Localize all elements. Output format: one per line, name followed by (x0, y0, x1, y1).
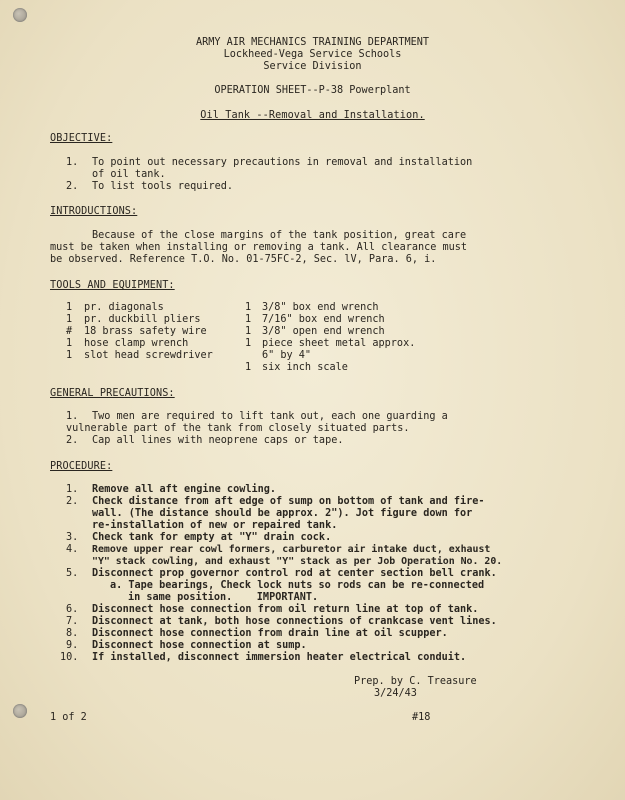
tool-qty: 1 (245, 362, 252, 373)
tool-item: 3/8" open end wrench (262, 326, 385, 337)
tool-item: 18 brass safety wire (84, 326, 207, 337)
prepared-by: Prep. by C. Treasure (354, 676, 477, 687)
department-title: ARMY AIR MECHANICS TRAINING DEPARTMENT (195, 37, 430, 48)
subject-title: Oil Tank --Removal and Installation. (200, 110, 425, 121)
precaution-num: 2. (66, 435, 79, 446)
tool-item: pr. diagonals (84, 302, 164, 313)
precautions-heading: GENERAL PRECAUTIONS: (50, 388, 175, 399)
procedure-line: Check tank for empty at "Y" drain cock. (92, 532, 332, 543)
procedure-num: 4. (66, 544, 79, 555)
tool-qty: 1 (245, 326, 252, 337)
procedure-num: 7. (66, 616, 79, 627)
tool-item: piece sheet metal approx. (262, 338, 416, 349)
intro-line: be observed. Reference T.O. No. 01-75FC-2, Sec. lV, Para. 6, i. (50, 254, 437, 265)
tool-item: 3/8" box end wrench (262, 302, 379, 313)
procedure-num: 10. (60, 652, 79, 663)
introductions-heading: INTRODUCTIONS: (50, 206, 138, 217)
procedure-heading: PROCEDURE: (50, 461, 113, 472)
procedure-num: 9. (66, 640, 79, 651)
tool-item: pr. duckbill pliers (84, 314, 201, 325)
procedure-num: 2. (66, 496, 79, 507)
tool-qty: 1 (66, 302, 73, 313)
tool-item: hose clamp wrench (84, 338, 189, 349)
precaution-num: 1. (66, 411, 79, 422)
objective-line: To point out necessary precautions in removal and installation (92, 157, 473, 168)
tool-qty: 1 (66, 350, 73, 361)
sheet-number: #18 (412, 712, 431, 723)
procedure-line: Check distance from aft edge of sump on bottom of tank and fire- (92, 496, 485, 507)
tool-qty: 1 (66, 338, 73, 349)
division-name: Service Division (263, 61, 362, 72)
procedure-line: re-installation of new or repaired tank. (92, 520, 338, 531)
procedure-line: Disconnect prop governor control rod at center section bell crank. (92, 568, 497, 579)
school-name: Lockheed-Vega Service Schools (223, 49, 402, 60)
tool-qty: 1 (245, 302, 252, 313)
tool-item: 7/16" box end wrench (262, 314, 385, 325)
page-number: 1 of 2 (50, 712, 87, 723)
punch-hole (13, 8, 27, 22)
tool-qty: # (66, 326, 73, 337)
procedure-line: Disconnect hose connection from oil return line at top of tank. (92, 604, 479, 615)
procedure-subline: a. Tape bearings, Check lock nuts so rods can be re-connected (110, 580, 485, 591)
procedure-num: 8. (66, 628, 79, 639)
tool-qty: 1 (245, 338, 252, 349)
tools-heading: TOOLS AND EQUIPMENT: (50, 280, 175, 291)
procedure-line: Disconnect at tank, both hose connections of crankcase vent lines. (92, 616, 497, 627)
objective-num-2: 2. (66, 181, 79, 192)
objective-line: of oil tank. (92, 169, 166, 180)
procedure-num: 3. (66, 532, 79, 543)
procedure-num: 6. (66, 604, 79, 615)
tool-item: 6" by 4" (262, 350, 312, 361)
procedure-num: 5. (66, 568, 79, 579)
tool-qty: 1 (66, 314, 73, 325)
tool-qty: 1 (245, 314, 252, 325)
prepared-date: 3/24/43 (374, 688, 417, 699)
procedure-line: Remove upper rear cowl formers, carburetor air intake duct, exhaust (92, 544, 491, 555)
procedure-num: 1. (66, 484, 79, 495)
procedure-line: If installed, disconnect immersion heater electrical conduit. (92, 652, 467, 663)
procedure-line: Disconnect hose connection from drain line at oil scupper. (92, 628, 448, 639)
precaution-line: Two men are required to lift tank out, each one guarding a (92, 411, 448, 422)
precaution-line: Cap all lines with neoprene caps or tape. (92, 435, 344, 446)
procedure-line: Disconnect hose connection at sump. (92, 640, 307, 651)
objective-line: To list tools required. (92, 181, 234, 192)
intro-line: must be taken when installing or removing a tank. All clearance must (50, 242, 468, 253)
tool-item: six inch scale (262, 362, 348, 373)
operation-sheet-title: OPERATION SHEET--P-38 Powerplant (214, 85, 411, 96)
procedure-subline: in same position. IMPORTANT. (128, 592, 319, 603)
punch-hole (13, 704, 27, 718)
precaution-line: vulnerable part of the tank from closely situated parts. (66, 423, 410, 434)
procedure-line: "Y" stack cowling, and exhaust "Y" stack as per Job Operation No. 20. (92, 556, 503, 567)
intro-line: Because of the close margins of the tank position, great care (92, 230, 467, 241)
objective-num-1: 1. (66, 157, 79, 168)
objective-heading: OBJECTIVE: (50, 133, 113, 144)
tool-item: slot head screwdriver (84, 350, 213, 361)
procedure-line: wall. (The distance should be approx. 2"). Jot figure down for (92, 508, 473, 519)
procedure-line: Remove all aft engine cowling. (92, 484, 277, 495)
